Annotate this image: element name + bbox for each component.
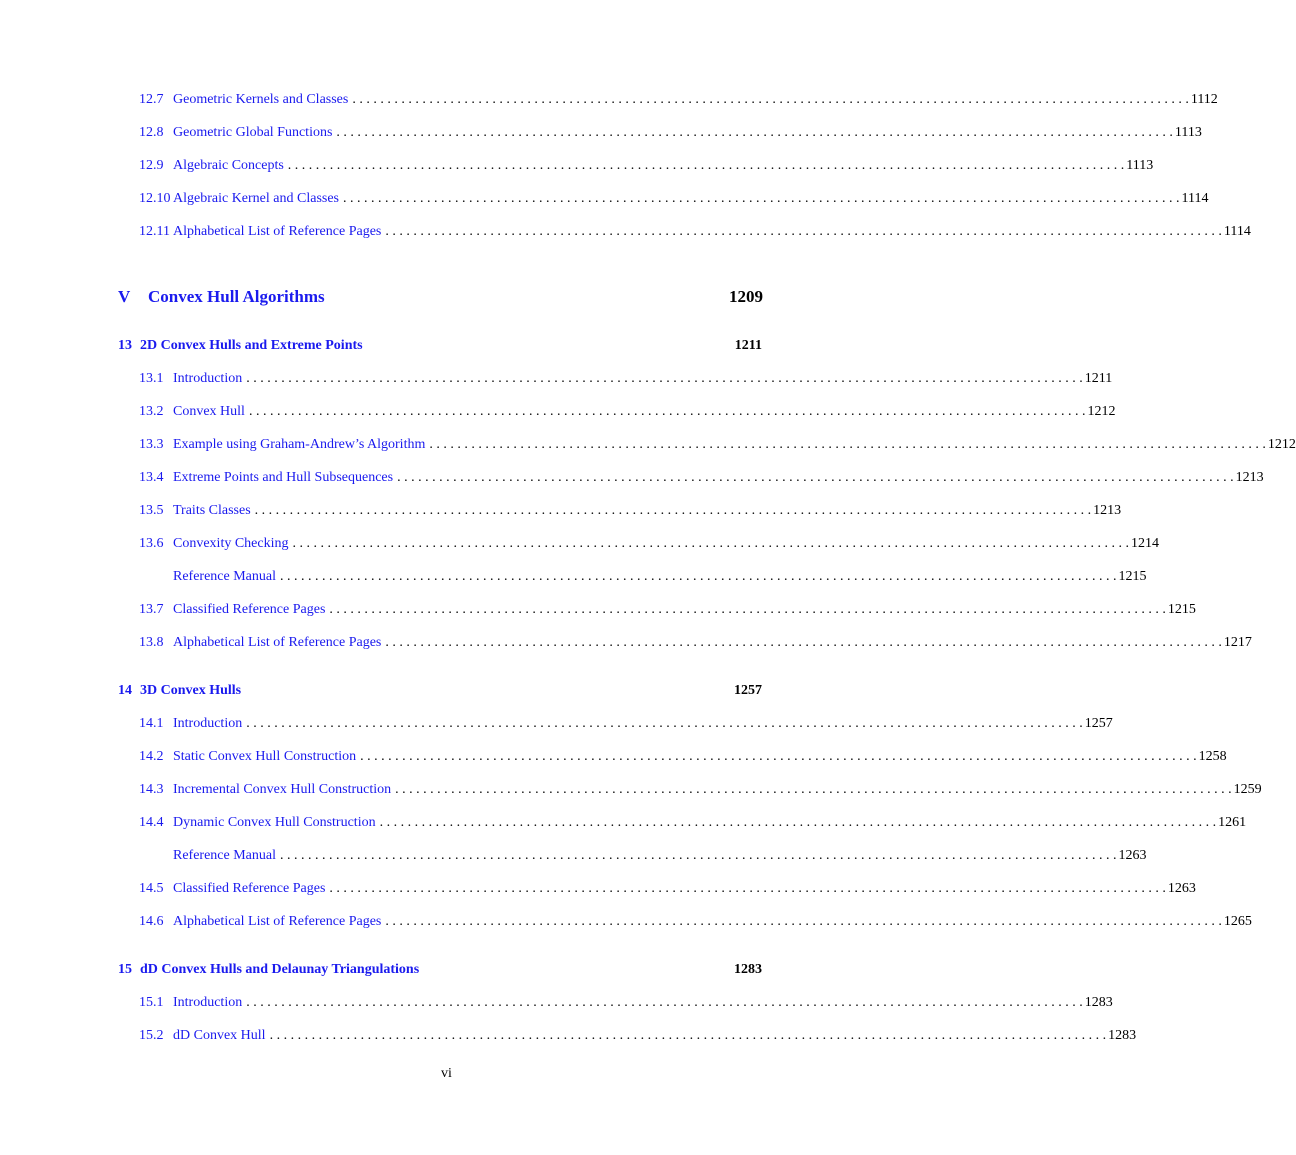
entry-page-number: 1217 [1223, 635, 1252, 650]
toc-section-entry[interactable] [139, 468, 1264, 488]
toc-section-entry[interactable] [139, 600, 1196, 620]
toc-section-entry[interactable] [139, 189, 1209, 209]
toc-section-entry[interactable] [139, 879, 1196, 899]
entry-page-number: 1215 [1118, 569, 1147, 584]
entry-number: 13.1 [139, 371, 164, 386]
entry-title-link[interactable]: Reference Manual [173, 848, 276, 863]
entry-page-number: 1283 [1108, 1028, 1137, 1043]
entry-page-number: 1283 [734, 962, 762, 977]
entry-number: 13.8 [139, 635, 164, 650]
entry-number: 14.3 [139, 782, 164, 797]
entry-title-link[interactable]: dD Convex Hull [173, 1028, 266, 1043]
toc-section-entry[interactable] [139, 90, 1218, 110]
toc-section-entry[interactable] [139, 435, 1296, 455]
dot-leader: . . . . . . . . . . . . . . . . . . . . . . . . . . . . . . . . . . . . . . . . . . . . . . . . . . . . . . . . . . . . . . . . . . . . . . . . . . . . . . . . . . . . . . . . . . . . . . . . . . . . . . . . . . . . . . . . . . . . . . . . [385, 224, 1222, 239]
entry-number: V [118, 287, 131, 306]
entry-number: 14.1 [139, 716, 164, 731]
entry-title-link[interactable]: Convex Hull [173, 404, 245, 419]
toc-part-entry[interactable] [118, 285, 763, 309]
entry-number: 13.2 [139, 404, 164, 419]
dot-leader: . . . . . . . . . . . . . . . . . . . . . . . . . . . . . . . . . . . . . . . . . . . . . . . . . . . . . . . . . . . . . . . . . . . . . . . . . . . . . . . . . . . . . . . . . . . . . . . . . . . . . . . . . . . . . . . . . . . . . . . . [254, 503, 1092, 518]
entry-page-number: 1114 [1223, 224, 1251, 239]
entry-number: 14.6 [139, 914, 164, 929]
toc-section-entry[interactable] [139, 846, 1147, 866]
entry-page-number: 1214 [1131, 536, 1159, 551]
toc-section-entry[interactable] [139, 993, 1113, 1013]
entry-title-link[interactable]: Static Convex Hull Construction [173, 749, 357, 764]
entry-title-link[interactable]: Algebraic Kernel and Classes [173, 191, 339, 206]
entry-page-number: 1112 [1190, 92, 1218, 107]
entry-title-link[interactable]: Extreme Points and Hull Subsequences [173, 470, 394, 485]
dot-leader: . . . . . . . . . . . . . . . . . . . . . . . . . . . . . . . . . . . . . . . . . . . . . . . . . . . . . . . . . . . . . . . . . . . . . . . . . . . . . . . . . . . . . . . . . . . . . . . . . . . . . . . . . . . . . . . . . . . . . . . . [343, 191, 1180, 206]
entry-title-link[interactable]: Alphabetical List of Reference Pages [173, 914, 382, 929]
dot-leader: . . . . . . . . . . . . . . . . . . . . . . . . . . . . . . . . . . . . . . . . . . . . . . . . . . . . . . . . . . . . . . . . . . . . . . . . . . . . . . . . . . . . . . . . . . . . . . . . . . . . . . . . . . . . . . . . . . . . . . . . [360, 749, 1197, 764]
dot-leader: . . . . . . . . . . . . . . . . . . . . . . . . . . . . . . . . . . . . . . . . . . . . . . . . . . . . . . . . . . . . . . . . . . . . . . . . . . . . . . . . . . . . . . . . . . . . . . . . . . . . . . . . . . . . . . . . . . . . . . . . [287, 158, 1125, 173]
entry-title-link[interactable]: Geometric Global Functions [173, 125, 333, 140]
entry-number: 14.5 [139, 881, 164, 896]
toc-section-entry[interactable] [139, 714, 1113, 734]
entry-number: 12.9 [139, 158, 164, 173]
entry-title-link[interactable]: Introduction [173, 995, 243, 1010]
toc-section-entry[interactable] [139, 123, 1202, 143]
entry-page-number: 1212 [1267, 437, 1296, 452]
dot-leader: . . . . . . . . . . . . . . . . . . . . . . . . . . . . . . . . . . . . . . . . . . . . . . . . . . . . . . . . . . . . . . . . . . . . . . . . . . . . . . . . . . . . . . . . . . . . . . . . . . . . . . . . . . . . . . . . . . . . . . . . [379, 815, 1217, 830]
toc-section-entry[interactable] [139, 813, 1247, 833]
dot-leader: . . . . . . . . . . . . . . . . . . . . . . . . . . . . . . . . . . . . . . . . . . . . . . . . . . . . . . . . . . . . . . . . . . . . . . . . . . . . . . . . . . . . . . . . . . . . . . . . . . . . . . . . . . . . . . . . . . . . . . . . [246, 995, 1083, 1010]
entry-page-number: 1257 [734, 683, 762, 698]
dot-leader: . . . . . . . . . . . . . . . . . . . . . . . . . . . . . . . . . . . . . . . . . . . . . . . . . . . . . . . . . . . . . . . . . . . . . . . . . . . . . . . . . . . . . . . . . . . . . . . . . . . . . . . . . . . . . . . . . . . . . . . . [336, 125, 1173, 140]
entry-page-number: 1209 [729, 287, 763, 306]
dot-leader: . . . . . . . . . . . . . . . . . . . . . . . . . . . . . . . . . . . . . . . . . . . . . . . . . . . . . . . . . . . . . . . . . . . . . . . . . . . . . . . . . . . . . . . . . . . . . . . . . . . . . . . . . . . . . . . . . . . . . . . . [395, 782, 1232, 797]
entry-page-number: 1261 [1218, 815, 1247, 830]
entry-page-number: 1213 [1093, 503, 1122, 518]
entry-title-link[interactable]: Introduction [173, 716, 243, 731]
toc-chapter-entry[interactable] [118, 681, 762, 701]
entry-page-number: 1114 [1181, 191, 1209, 206]
dot-leader: . . . . . . . . . . . . . . . . . . . . . . . . . . . . . . . . . . . . . . . . . . . . . . . . . . . . . . . . . . . . . . . . . . . . . . . . . . . . . . . . . . . . . . . . . . . . . . . . . . . . . . . . . . . . . . . . . . . . . . . . [269, 1028, 1107, 1043]
dot-leader: . . . . . . . . . . . . . . . . . . . . . . . . . . . . . . . . . . . . . . . . . . . . . . . . . . . . . . . . . . . . . . . . . . . . . . . . . . . . . . . . . . . . . . . . . . . . . . . . . . . . . . . . . . . . . . . . . . . . . . . . [246, 716, 1083, 731]
entry-number: 14.4 [139, 815, 164, 830]
entry-title-link[interactable]: Convexity Checking [173, 536, 289, 551]
entry-number: 14.2 [139, 749, 164, 764]
entry-title-link[interactable]: Algebraic Concepts [173, 158, 284, 173]
entry-title-link[interactable]: dD Convex Hulls and Delaunay Triangulations [140, 962, 420, 977]
entry-title-link[interactable]: Convex Hull Algorithms [148, 287, 325, 306]
entry-page-number: 1258 [1198, 749, 1227, 764]
entry-title-link[interactable]: Traits Classes [173, 503, 251, 518]
entry-page-number: 1263 [1118, 848, 1147, 863]
dot-leader: . . . . . . . . . . . . . . . . . . . . . . . . . . . . . . . . . . . . . . . . . . . . . . . . . . . . . . . . . . . . . . . . . . . . . . . . . . . . . . . . . . . . . . . . . . . . . . . . . . . . . . . . . . . . . . . . . . . . . . . . [329, 881, 1166, 896]
entry-number: 12.8 [139, 125, 164, 140]
entry-number: 15.1 [139, 995, 164, 1010]
dot-leader: . . . . . . . . . . . . . . . . . . . . . . . . . . . . . . . . . . . . . . . . . . . . . . . . . . . . . . . . . . . . . . . . . . . . . . . . . . . . . . . . . . . . . . . . . . . . . . . . . . . . . . . . . . . . . . . . . . . . . . . . [329, 602, 1166, 617]
toc-chapter-entry[interactable] [118, 336, 762, 356]
entry-number: 15 [118, 962, 132, 977]
entry-number: 12.11 [139, 224, 170, 239]
toc-section-entry[interactable] [139, 633, 1252, 653]
entry-title-link[interactable]: Alphabetical List of Reference Pages [173, 224, 382, 239]
dot-leader: . . . . . . . . . . . . . . . . . . . . . . . . . . . . . . . . . . . . . . . . . . . . . . . . . . . . . . . . . . . . . . . . . . . . . . . . . . . . . . . . . . . . . . . . . . . . . . . . . . . . . . . . . . . . . . . . . . . . . . . . [429, 437, 1266, 452]
entry-title-link[interactable]: Dynamic Convex Hull Construction [173, 815, 376, 830]
toc-section-entry[interactable] [139, 156, 1154, 176]
toc-chapter-entry[interactable] [118, 960, 762, 980]
toc-section-entry[interactable] [139, 402, 1116, 422]
entry-number: 12.7 [139, 92, 164, 107]
entry-number: 13.6 [139, 536, 164, 551]
entry-title-link[interactable]: Geometric Kernels and Classes [173, 92, 349, 107]
entry-number: 13.5 [139, 503, 164, 518]
dot-leader: . . . . . . . . . . . . . . . . . . . . . . . . . . . . . . . . . . . . . . . . . . . . . . . . . . . . . . . . . . . . . . . . . . . . . . . . . . . . . . . . . . . . . . . . . . . . . . . . . . . . . . . . . . . . . . . . . . . . . . . . [385, 914, 1222, 929]
entry-title-link[interactable]: 2D Convex Hulls and Extreme Points [140, 338, 363, 353]
toc-section-entry[interactable] [139, 1026, 1137, 1046]
entry-title-link[interactable]: Classified Reference Pages [173, 881, 326, 896]
toc-section-entry[interactable] [139, 567, 1147, 587]
toc-section-entry[interactable] [139, 534, 1159, 554]
toc-section-entry[interactable] [139, 780, 1262, 800]
entry-number: 12.10 [139, 191, 171, 206]
page-number: vi [441, 1066, 452, 1081]
entry-page-number: 1113 [1174, 125, 1202, 140]
dot-leader: . . . . . . . . . . . . . . . . . . . . . . . . . . . . . . . . . . . . . . . . . . . . . . . . . . . . . . . . . . . . . . . . . . . . . . . . . . . . . . . . . . . . . . . . . . . . . . . . . . . . . . . . . . . . . . . . . . . . . . . . [352, 92, 1189, 107]
entry-page-number: 1212 [1087, 404, 1116, 419]
dot-leader: . . . . . . . . . . . . . . . . . . . . . . . . . . . . . . . . . . . . . . . . . . . . . . . . . . . . . . . . . . . . . . . . . . . . . . . . . . . . . . . . . . . . . . . . . . . . . . . . . . . . . . . . . . . . . . . . . . . . . . . . [385, 635, 1222, 650]
entry-title-link[interactable]: Reference Manual [173, 569, 276, 584]
entry-page-number: 1211 [734, 338, 762, 353]
entry-title-link[interactable]: Introduction [173, 371, 243, 386]
entry-number: 13.7 [139, 602, 164, 617]
entry-title-link[interactable]: Example using Graham-Andrew’s Algorithm [173, 437, 426, 452]
entry-page-number: 1211 [1084, 371, 1113, 386]
entry-number: 13.4 [139, 470, 164, 485]
entry-title-link[interactable]: Alphabetical List of Reference Pages [173, 635, 382, 650]
entry-page-number: 1259 [1233, 782, 1262, 797]
entry-number: 13.3 [139, 437, 164, 452]
entry-title-link[interactable]: Incremental Convex Hull Construction [173, 782, 392, 797]
entry-page-number: 1283 [1084, 995, 1113, 1010]
entry-page-number: 1113 [1126, 158, 1154, 173]
entry-title-link[interactable]: 3D Convex Hulls [140, 683, 242, 698]
entry-page-number: 1263 [1167, 881, 1196, 896]
toc-section-entry[interactable] [139, 222, 1251, 242]
entry-number: 15.2 [139, 1028, 164, 1043]
toc-section-entry[interactable] [139, 747, 1227, 767]
entry-page-number: 1213 [1235, 470, 1264, 485]
dot-leader: . . . . . . . . . . . . . . . . . . . . . . . . . . . . . . . . . . . . . . . . . . . . . . . . . . . . . . . . . . . . . . . . . . . . . . . . . . . . . . . . . . . . . . . . . . . . . . . . . . . . . . . . . . . . . . . . . . . . . . . . [280, 848, 1117, 863]
toc-section-entry[interactable] [139, 369, 1113, 389]
entry-number: 14 [118, 683, 132, 698]
dot-leader: . . . . . . . . . . . . . . . . . . . . . . . . . . . . . . . . . . . . . . . . . . . . . . . . . . . . . . . . . . . . . . . . . . . . . . . . . . . . . . . . . . . . . . . . . . . . . . . . . . . . . . . . . . . . . . . . . . . . . . . . [292, 536, 1129, 551]
toc-section-entry[interactable] [139, 912, 1252, 932]
dot-leader: . . . . . . . . . . . . . . . . . . . . . . . . . . . . . . . . . . . . . . . . . . . . . . . . . . . . . . . . . . . . . . . . . . . . . . . . . . . . . . . . . . . . . . . . . . . . . . . . . . . . . . . . . . . . . . . . . . . . . . . . [280, 569, 1117, 584]
dot-leader: . . . . . . . . . . . . . . . . . . . . . . . . . . . . . . . . . . . . . . . . . . . . . . . . . . . . . . . . . . . . . . . . . . . . . . . . . . . . . . . . . . . . . . . . . . . . . . . . . . . . . . . . . . . . . . . . . . . . . . . . [246, 371, 1083, 386]
dot-leader: . . . . . . . . . . . . . . . . . . . . . . . . . . . . . . . . . . . . . . . . . . . . . . . . . . . . . . . . . . . . . . . . . . . . . . . . . . . . . . . . . . . . . . . . . . . . . . . . . . . . . . . . . . . . . . . . . . . . . . . . [248, 404, 1086, 419]
entry-page-number: 1265 [1223, 914, 1252, 929]
toc-section-entry[interactable] [139, 501, 1122, 521]
entry-page-number: 1215 [1167, 602, 1196, 617]
entry-title-link[interactable]: Classified Reference Pages [173, 602, 326, 617]
dot-leader: . . . . . . . . . . . . . . . . . . . . . . . . . . . . . . . . . . . . . . . . . . . . . . . . . . . . . . . . . . . . . . . . . . . . . . . . . . . . . . . . . . . . . . . . . . . . . . . . . . . . . . . . . . . . . . . . . . . . . . . . [397, 470, 1234, 485]
entry-number: 13 [118, 338, 132, 353]
entry-page-number: 1257 [1084, 716, 1113, 731]
